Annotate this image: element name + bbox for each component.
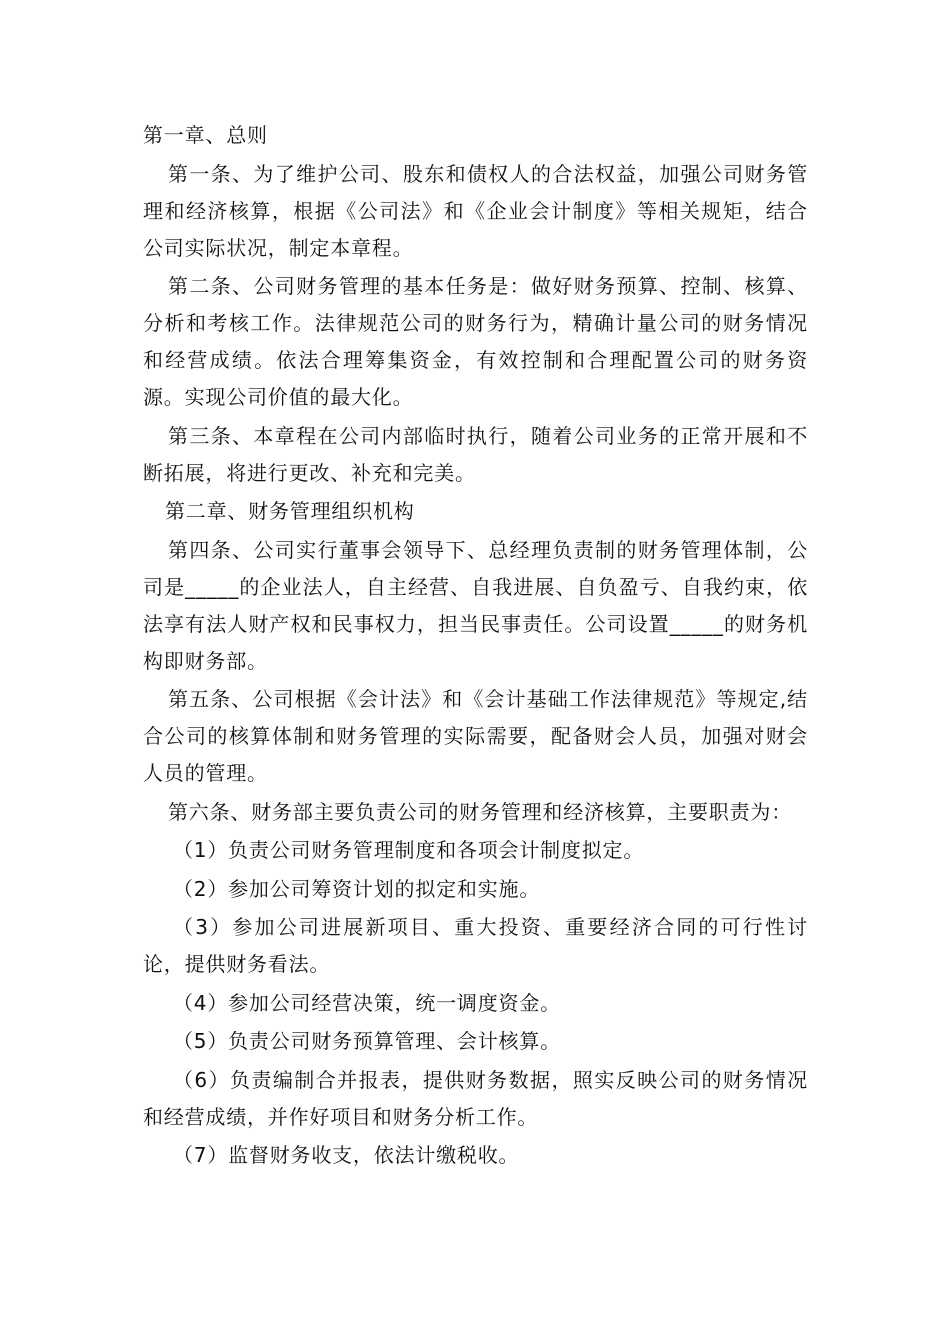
article-5: 第五条、公司根据《会计法》和《会计基础工作法律规范》等规定,结合公司的核算体制和财务管理的实际需要，配备财会人员，加强对财会人员的管理。 <box>143 687 808 785</box>
chapter-heading-general: 第一章、总则 <box>143 123 268 147</box>
duty-item-2: （2）参加公司筹资计划的拟定和实施。 <box>173 876 541 901</box>
article-1: 第一条、为了维护公司、股东和债权人的合法权益，加强公司财务管理和经济核算，根据《公司法》和《企业会计制度》等相关规矩，结合公司实际状况，制定本章程。 <box>143 161 808 260</box>
chapter-heading-organization: 第二章、财务管理组织机构 <box>165 499 415 523</box>
duty-item-6: （6）负责编制合并报表，提供财务数据，照实反映公司的财务情况和经营成绩，并作好项目和财务分析工作。 <box>143 1067 808 1129</box>
article-2: 第二条、公司财务管理的基本任务是：做好财务预算、控制、核算、分析和考核工作。法律规范公司的财务行为，精确计量公司的财务情况和经营成绩。依法合理筹集资金，有效控制和合理配置公司的财务资源。实现公司价值的最大化。 <box>143 274 808 409</box>
duty-item-1: （1）负责公司财务管理制度和各项会计制度拟定。 <box>173 838 645 862</box>
duty-item-5: （5）负责公司财务预算管理、会计核算。 <box>173 1029 561 1053</box>
document-body <box>143 117 808 1176</box>
article-3: 第三条、本章程在公司内部临时执行，随着公司业务的正常开展和不断拓展，将进行更改、补充和完美。 <box>143 423 808 485</box>
article-4: 第四条、公司实行董事会领导下、总经理负责制的财务管理体制，公司是_____的企业法人，自主经营、自我进展、自负盈亏、自我约束，依法享有法人财产权和民事权力，担当民事责任。公司设置_____的财务机构即财务部。 <box>143 537 808 673</box>
duty-item-7: （7）监督财务收支，依法计缴税收。 <box>173 1143 520 1167</box>
article-6: 第六条、财务部主要负责公司的财务管理和经济核算，主要职责为： <box>168 799 792 824</box>
duty-item-3: （3）参加公司进展新项目、重大投资、重要经济合同的可行性讨论，提供财务看法。 <box>143 915 808 976</box>
duty-item-4: （4）参加公司经营决策，统一调度资金。 <box>173 990 561 1015</box>
